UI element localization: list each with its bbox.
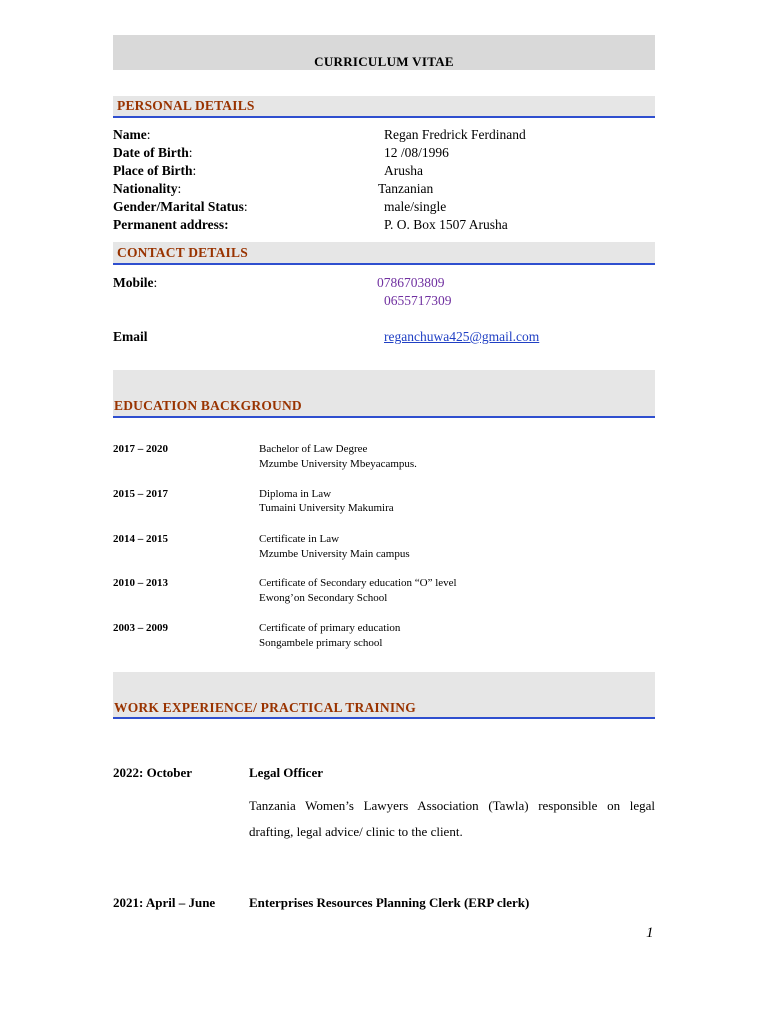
contact-section-rule — [113, 263, 655, 265]
work-title: Legal Officer — [249, 765, 323, 780]
education-years: 2010 – 2013 — [113, 577, 168, 589]
education-heading: EDUCATION BACKGROUND — [114, 398, 302, 413]
education-years: 2017 – 2020 — [113, 443, 168, 455]
mobile-number-2: 0655717309 — [384, 293, 452, 308]
education-qualification: Certificate of Secondary education “O” level — [259, 577, 457, 589]
nationality-label: Nationality: — [113, 181, 182, 196]
work-experience-heading: WORK EXPERIENCE/ PRACTICAL TRAINING — [114, 700, 416, 715]
work-date: 2021: April – June — [113, 895, 216, 910]
gender-status-value: male/single — [384, 199, 447, 214]
document-title: CURRICULUM VITAE — [314, 54, 454, 69]
email-label: Email — [113, 329, 148, 344]
dob-label: Date of Birth: — [113, 145, 193, 160]
mobile-number-1: 0786703809 — [377, 275, 445, 290]
education-institution: Mzumbe University Mbeyacampus. — [259, 458, 417, 470]
education-years: 2003 – 2009 — [113, 622, 168, 634]
education-qualification: Diploma in Law — [259, 488, 332, 500]
address-label: Permanent address: — [113, 217, 229, 232]
contact-details-heading: CONTACT DETAILS — [117, 245, 248, 260]
nationality-value: Tanzanian — [378, 181, 434, 196]
address-value: P. O. Box 1507 Arusha — [384, 217, 508, 232]
work-section-rule — [113, 717, 655, 719]
dob-value: 12 /08/1996 — [384, 145, 449, 160]
personal-section-rule — [113, 116, 655, 118]
mobile-label: Mobile: — [113, 275, 158, 290]
page-number: 1 — [646, 925, 654, 941]
education-section-rule — [113, 416, 655, 418]
work-date: 2022: October — [113, 765, 193, 780]
education-institution: Mzumbe University Main campus — [259, 548, 410, 560]
education-institution: Tumaini University Makumira — [259, 502, 394, 514]
education-years: 2014 – 2015 — [113, 533, 168, 545]
gender-status-label: Gender/Marital Status: — [113, 199, 248, 214]
education-years: 2015 – 2017 — [113, 488, 168, 500]
pob-label: Place of Birth: — [113, 163, 197, 178]
work-title: Enterprises Resources Planning Clerk (ERP clerk) — [249, 895, 530, 910]
education-qualification: Certificate of primary education — [259, 622, 401, 634]
name-value: Regan Fredrick Ferdinand — [384, 127, 526, 142]
personal-details-heading: PERSONAL DETAILS — [117, 98, 255, 113]
work-description: Tanzania Women’s Lawyers Association (Tawla) responsible on legal drafting, legal advice/ clinic to the client. — [249, 798, 655, 839]
name-label: Name: — [113, 127, 151, 142]
education-qualification: Certificate in Law — [259, 533, 340, 545]
education-institution: Ewong’on Secondary School — [259, 592, 388, 604]
education-institution: Songambele primary school — [259, 637, 383, 649]
pob-value: Arusha — [384, 163, 423, 178]
education-qualification: Bachelor of Law Degree — [259, 443, 368, 455]
email-link[interactable]: reganchuwa425@gmail.com — [384, 329, 540, 344]
